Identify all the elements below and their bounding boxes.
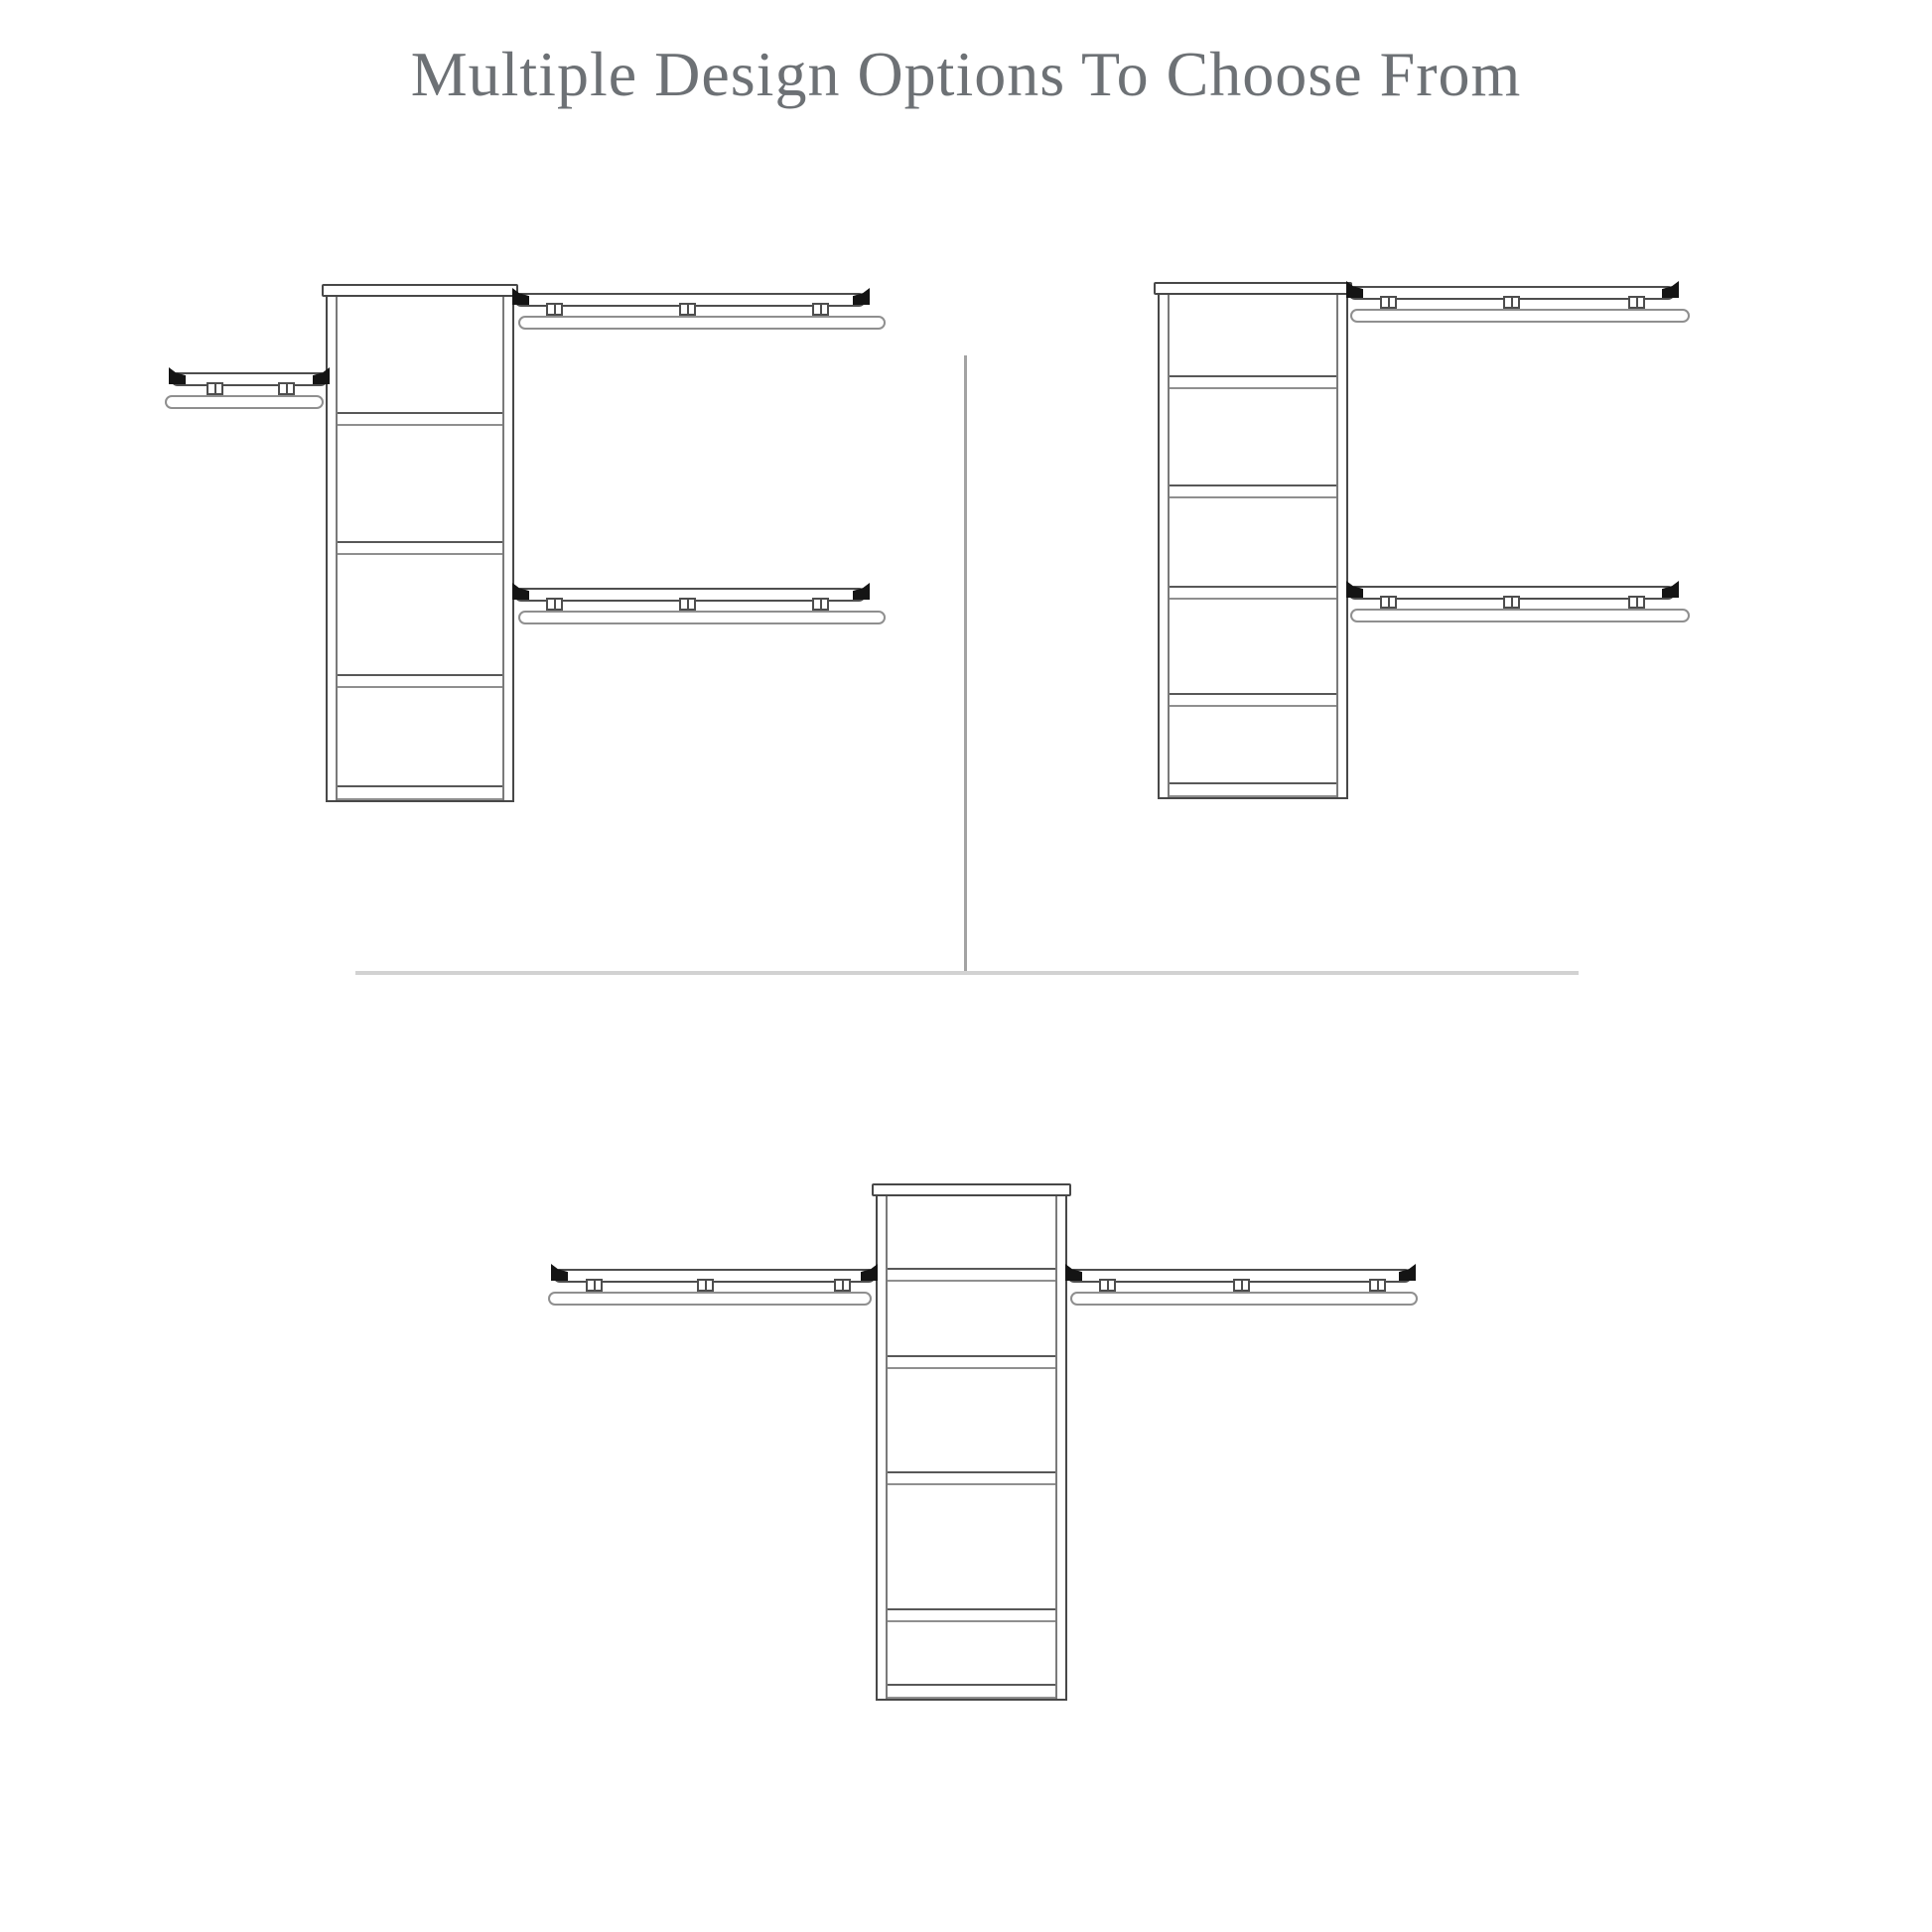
tower-base bbox=[338, 785, 502, 800]
hanging-rod bbox=[518, 611, 886, 624]
shelf bbox=[338, 412, 502, 426]
tower-side-panel-line bbox=[1168, 295, 1170, 797]
rod-end-bracket bbox=[1065, 1264, 1082, 1281]
rod-clip bbox=[1099, 1279, 1116, 1292]
shelf bbox=[888, 1355, 1055, 1369]
rod-end-bracket bbox=[551, 1264, 568, 1281]
hanging-rod bbox=[1350, 309, 1690, 323]
rod-clip bbox=[546, 303, 563, 316]
rod-clip bbox=[1380, 296, 1397, 309]
shelf bbox=[338, 541, 502, 555]
rod-clip bbox=[697, 1279, 714, 1292]
rod-clip bbox=[1233, 1279, 1250, 1292]
rod-end-bracket bbox=[512, 583, 529, 600]
hanging-rod bbox=[548, 1292, 872, 1306]
rod-clip bbox=[812, 598, 829, 611]
hanging-rod bbox=[518, 316, 886, 330]
shelf bbox=[888, 1471, 1055, 1485]
shelf bbox=[888, 1268, 1055, 1282]
tower-top-cap bbox=[872, 1183, 1071, 1196]
rod-end-bracket bbox=[853, 583, 870, 600]
hanging-rod-assembly bbox=[514, 293, 886, 333]
tower-side-panel-line bbox=[502, 297, 504, 800]
hanging-rod-assembly bbox=[1348, 286, 1690, 326]
hanging-rod-assembly bbox=[514, 588, 886, 627]
shelf bbox=[888, 1608, 1055, 1622]
hanging-rod bbox=[1350, 609, 1690, 622]
rod-end-bracket bbox=[1399, 1264, 1416, 1281]
page-title: Multiple Design Options To Choose From bbox=[410, 39, 1522, 109]
tower-side-panel-line bbox=[1055, 1196, 1057, 1699]
shelf bbox=[338, 674, 502, 688]
rod-end-bracket bbox=[853, 288, 870, 305]
rod-clip bbox=[834, 1279, 851, 1292]
rod-clip bbox=[812, 303, 829, 316]
rod-end-bracket bbox=[1662, 581, 1679, 598]
rod-clip bbox=[679, 598, 696, 611]
horizontal-divider bbox=[355, 971, 1579, 975]
hanging-rod-assembly bbox=[1348, 586, 1690, 625]
rod-end-bracket bbox=[861, 1264, 878, 1281]
rod-clip bbox=[546, 598, 563, 611]
rod-clip bbox=[1369, 1279, 1386, 1292]
tower-top-cap bbox=[322, 284, 518, 297]
rod-clip bbox=[586, 1279, 603, 1292]
rod-end-bracket bbox=[1346, 581, 1363, 598]
rod-clip bbox=[1380, 596, 1397, 609]
rod-end-bracket bbox=[1346, 281, 1363, 298]
tower-side-panel-line bbox=[1336, 295, 1338, 797]
rod-clip bbox=[1628, 296, 1645, 309]
hanging-rod-assembly bbox=[548, 1269, 876, 1309]
shelf-tower bbox=[1158, 282, 1348, 799]
tower-top-cap bbox=[1154, 282, 1352, 295]
shelf bbox=[1170, 375, 1336, 389]
rod-clip bbox=[207, 382, 223, 395]
rod-clip bbox=[1628, 596, 1645, 609]
rod-clip bbox=[679, 303, 696, 316]
rod-clip bbox=[1503, 296, 1520, 309]
rod-clip bbox=[1503, 596, 1520, 609]
rod-rail bbox=[171, 372, 328, 386]
shelf bbox=[1170, 693, 1336, 707]
shelf bbox=[1170, 484, 1336, 498]
shelf-tower bbox=[876, 1183, 1067, 1701]
rod-end-bracket bbox=[1662, 281, 1679, 298]
tower-base bbox=[888, 1684, 1055, 1699]
hanging-rod-assembly bbox=[165, 372, 328, 412]
rod-end-bracket bbox=[313, 367, 330, 384]
rod-end-bracket bbox=[169, 367, 186, 384]
shelf bbox=[1170, 586, 1336, 600]
shelf-tower bbox=[326, 284, 514, 802]
tower-base bbox=[1170, 782, 1336, 797]
rod-end-bracket bbox=[512, 288, 529, 305]
hanging-rod bbox=[165, 395, 324, 409]
vertical-divider bbox=[964, 355, 967, 975]
hanging-rod-assembly bbox=[1067, 1269, 1418, 1309]
rod-clip bbox=[278, 382, 295, 395]
hanging-rod bbox=[1070, 1292, 1418, 1306]
